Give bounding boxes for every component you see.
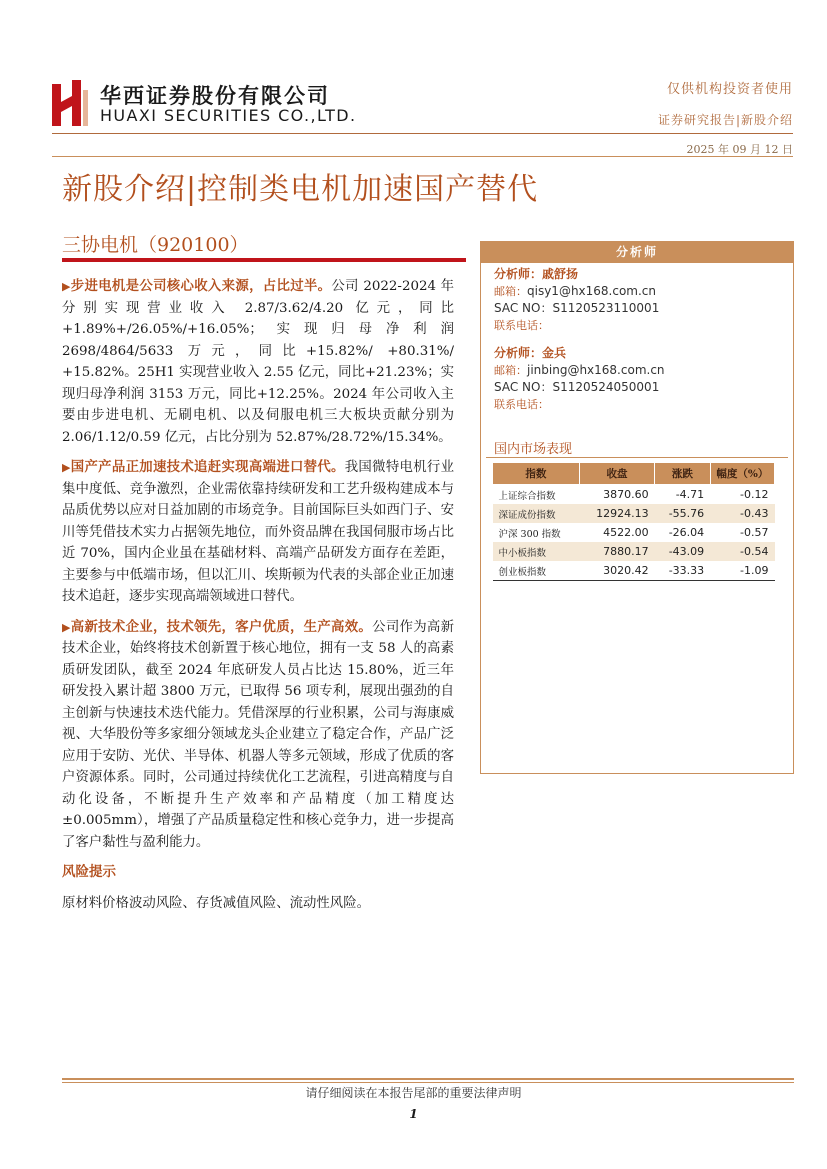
analyst-name: 分析师：戚舒扬 [494,267,579,281]
close-value: 7880.17 [579,542,654,561]
report-type: 证券研究报告|新股介绍 [657,113,793,127]
phone-label: 联系电话： [494,398,549,411]
change-pct: -0.43 [710,504,774,523]
column-header: 收盘 [579,463,654,485]
analyst-block [494,345,665,413]
company-name-cn: 华西证券股份有限公司 [100,84,330,108]
index-name: 深证成份指数 [493,504,580,523]
analyst-email[interactable]: jinbing@hx168.com.cn [527,363,665,377]
change-value: -33.33 [655,561,711,581]
index-name: 中小板指数 [493,542,580,561]
table-row [493,561,775,581]
stock-name: 三协电机（920100） [62,234,249,256]
market-title: 国内市场表现 [494,442,573,457]
paragraph [62,457,454,608]
table-row [493,542,775,561]
email-label: 邮箱： [494,364,527,377]
change-value: -4.71 [675,488,705,501]
page-number: 1 [409,1107,418,1121]
index-name: 创业板指数 [493,561,580,581]
analyst-block [494,266,659,334]
paragraph [62,617,454,854]
footer-divider [62,1078,794,1080]
paragraph-body: 我国微特电机行业集中度低、竞争激烈，企业需依靠持续研发和工艺升级构建成本与品质优势以应对日益加剧的市场竞争。目前国际巨头如西门子、安川等凭借技术实力占据领先地位，而外资品牌在我国伺服市场占比近 70%，国内企业虽在基础材料、高端产品研发方面存在差距，主要参与中低端市场，但以汇川、埃斯顿为代表的头部企业正加速技术追赶，逐步实现高端领域进口替代。 [62,460,455,604]
report-date: 2025 年 09 月 12 日 [686,143,793,156]
table-header-row [493,463,775,485]
phone-label: 联系电话： [494,319,549,332]
bullet-triangle-icon: ▶ [62,620,71,634]
table-row [493,504,775,523]
footer-disclaimer: 请仔细阅读在本报告尾部的重要法律声明 [305,1086,522,1100]
analyst-sac: SAC NO：S1120524050001 [494,380,660,394]
market-title-divider [486,457,788,458]
change-pct: -0.54 [710,542,774,561]
close-value: 3870.60 [603,488,649,501]
bullet-triangle-icon: ▶ [62,280,71,293]
investor-tag: 仅供机构投资者使用 [666,82,793,97]
column-header: 涨跌 [655,463,711,485]
company-logo-icon [52,80,92,126]
analyst-panel-heading: 分析师 [480,241,794,263]
index-name: 上证综合指数 [498,490,556,502]
company-name-en: HUAXI SECURITIES CO.,LTD. [100,106,357,125]
paragraph-body: 公司 2022-2024 年分别实现营业收入 2.87/3.62/4.20 亿元，同比+1.89%+/26.05%/+16.05%；实现归母净利润 2698/4864/5633 万元，同比+15.82%/ +80.31%/ +15.82%。25H1 实现营业收入 2.55 亿元，同比+21.23%；实现归母净利润 3153 万元，同比+12.25%。2024 年公司收入主要由步进电机、无刷电机、以及伺服电机三大板块贡献分别为 2.06/1.12/0.59 亿元，占比分别为 52.87%/28.72%/15.34%。 [62,279,454,445]
analyst-email[interactable]: qisy1@hx168.com.cn [527,284,657,298]
table-row [493,523,775,542]
change-pct: -0.57 [740,526,769,539]
change-value: -26.04 [668,526,705,539]
column-header: 指数 [493,463,580,485]
risk-heading: 风险提示 [62,864,116,880]
close-value: 12924.13 [579,504,654,523]
close-value: 4522.00 [603,526,649,539]
paragraph [62,276,454,448]
stock-underline [62,258,466,262]
paragraph-lead: 国产产品正加速技术追赶实现高端进口替代。 [70,459,345,475]
close-value: 3020.42 [579,561,654,581]
analyst-name: 分析师：金兵 [494,346,567,360]
market-table [492,462,775,581]
analyst-sac: SAC NO：S1120523110001 [494,301,660,315]
header-divider-2 [52,156,793,157]
change-value: -43.09 [655,542,711,561]
report-title: 新股介绍|控制类电机加速国产替代 [62,172,539,207]
paragraph-body: 公司作为高新技术企业，始终将技术创新置于核心地位，拥有一支 58 人的高素质研发团队，截至 2024 年底研发人员占比达 15.80%，近三年研发投入累计超 3800 万元，已取得 56 项专利，展现出强劲的自主创新与快速技术迭代能力。凭借深厚的行业积累，公司与海康威视、大华股份等多家细分领域龙头企业建立了稳定合作，产品广泛应用于安防、光伏、半导体、机器人等多元领域，形成了优质的客户资源体系。同时，公司通过持续优化工艺流程，引进高精度与自动化设备，不断提升生产效率和产品精度（加工精度达±0.005mm），增强了产品质量稳定性和核心竞争力，进一步提高了客户黏性与盈利能力。 [62,619,455,850]
footer-divider-2 [62,1082,794,1083]
main-content [62,276,454,923]
header-divider [52,133,793,134]
paragraph-lead: 高新技术企业，技术领先，客户优质，生产高效。 [70,618,373,635]
bullet-triangle-icon: ▶ [62,461,71,474]
change-pct: -0.12 [740,488,769,501]
email-label: 邮箱： [494,285,527,298]
index-name: 沪深 300 指数 [498,528,561,540]
table-row [493,485,775,505]
risk-text: 原材料价格波动风险、存货减值风险、流动性风险。 [62,895,370,911]
column-header: 幅度（%） [710,463,774,485]
change-value: -55.76 [655,504,711,523]
change-pct: -1.09 [710,561,774,581]
paragraph-lead: 步进电机是公司核心收入来源，占比过半。 [70,278,332,294]
